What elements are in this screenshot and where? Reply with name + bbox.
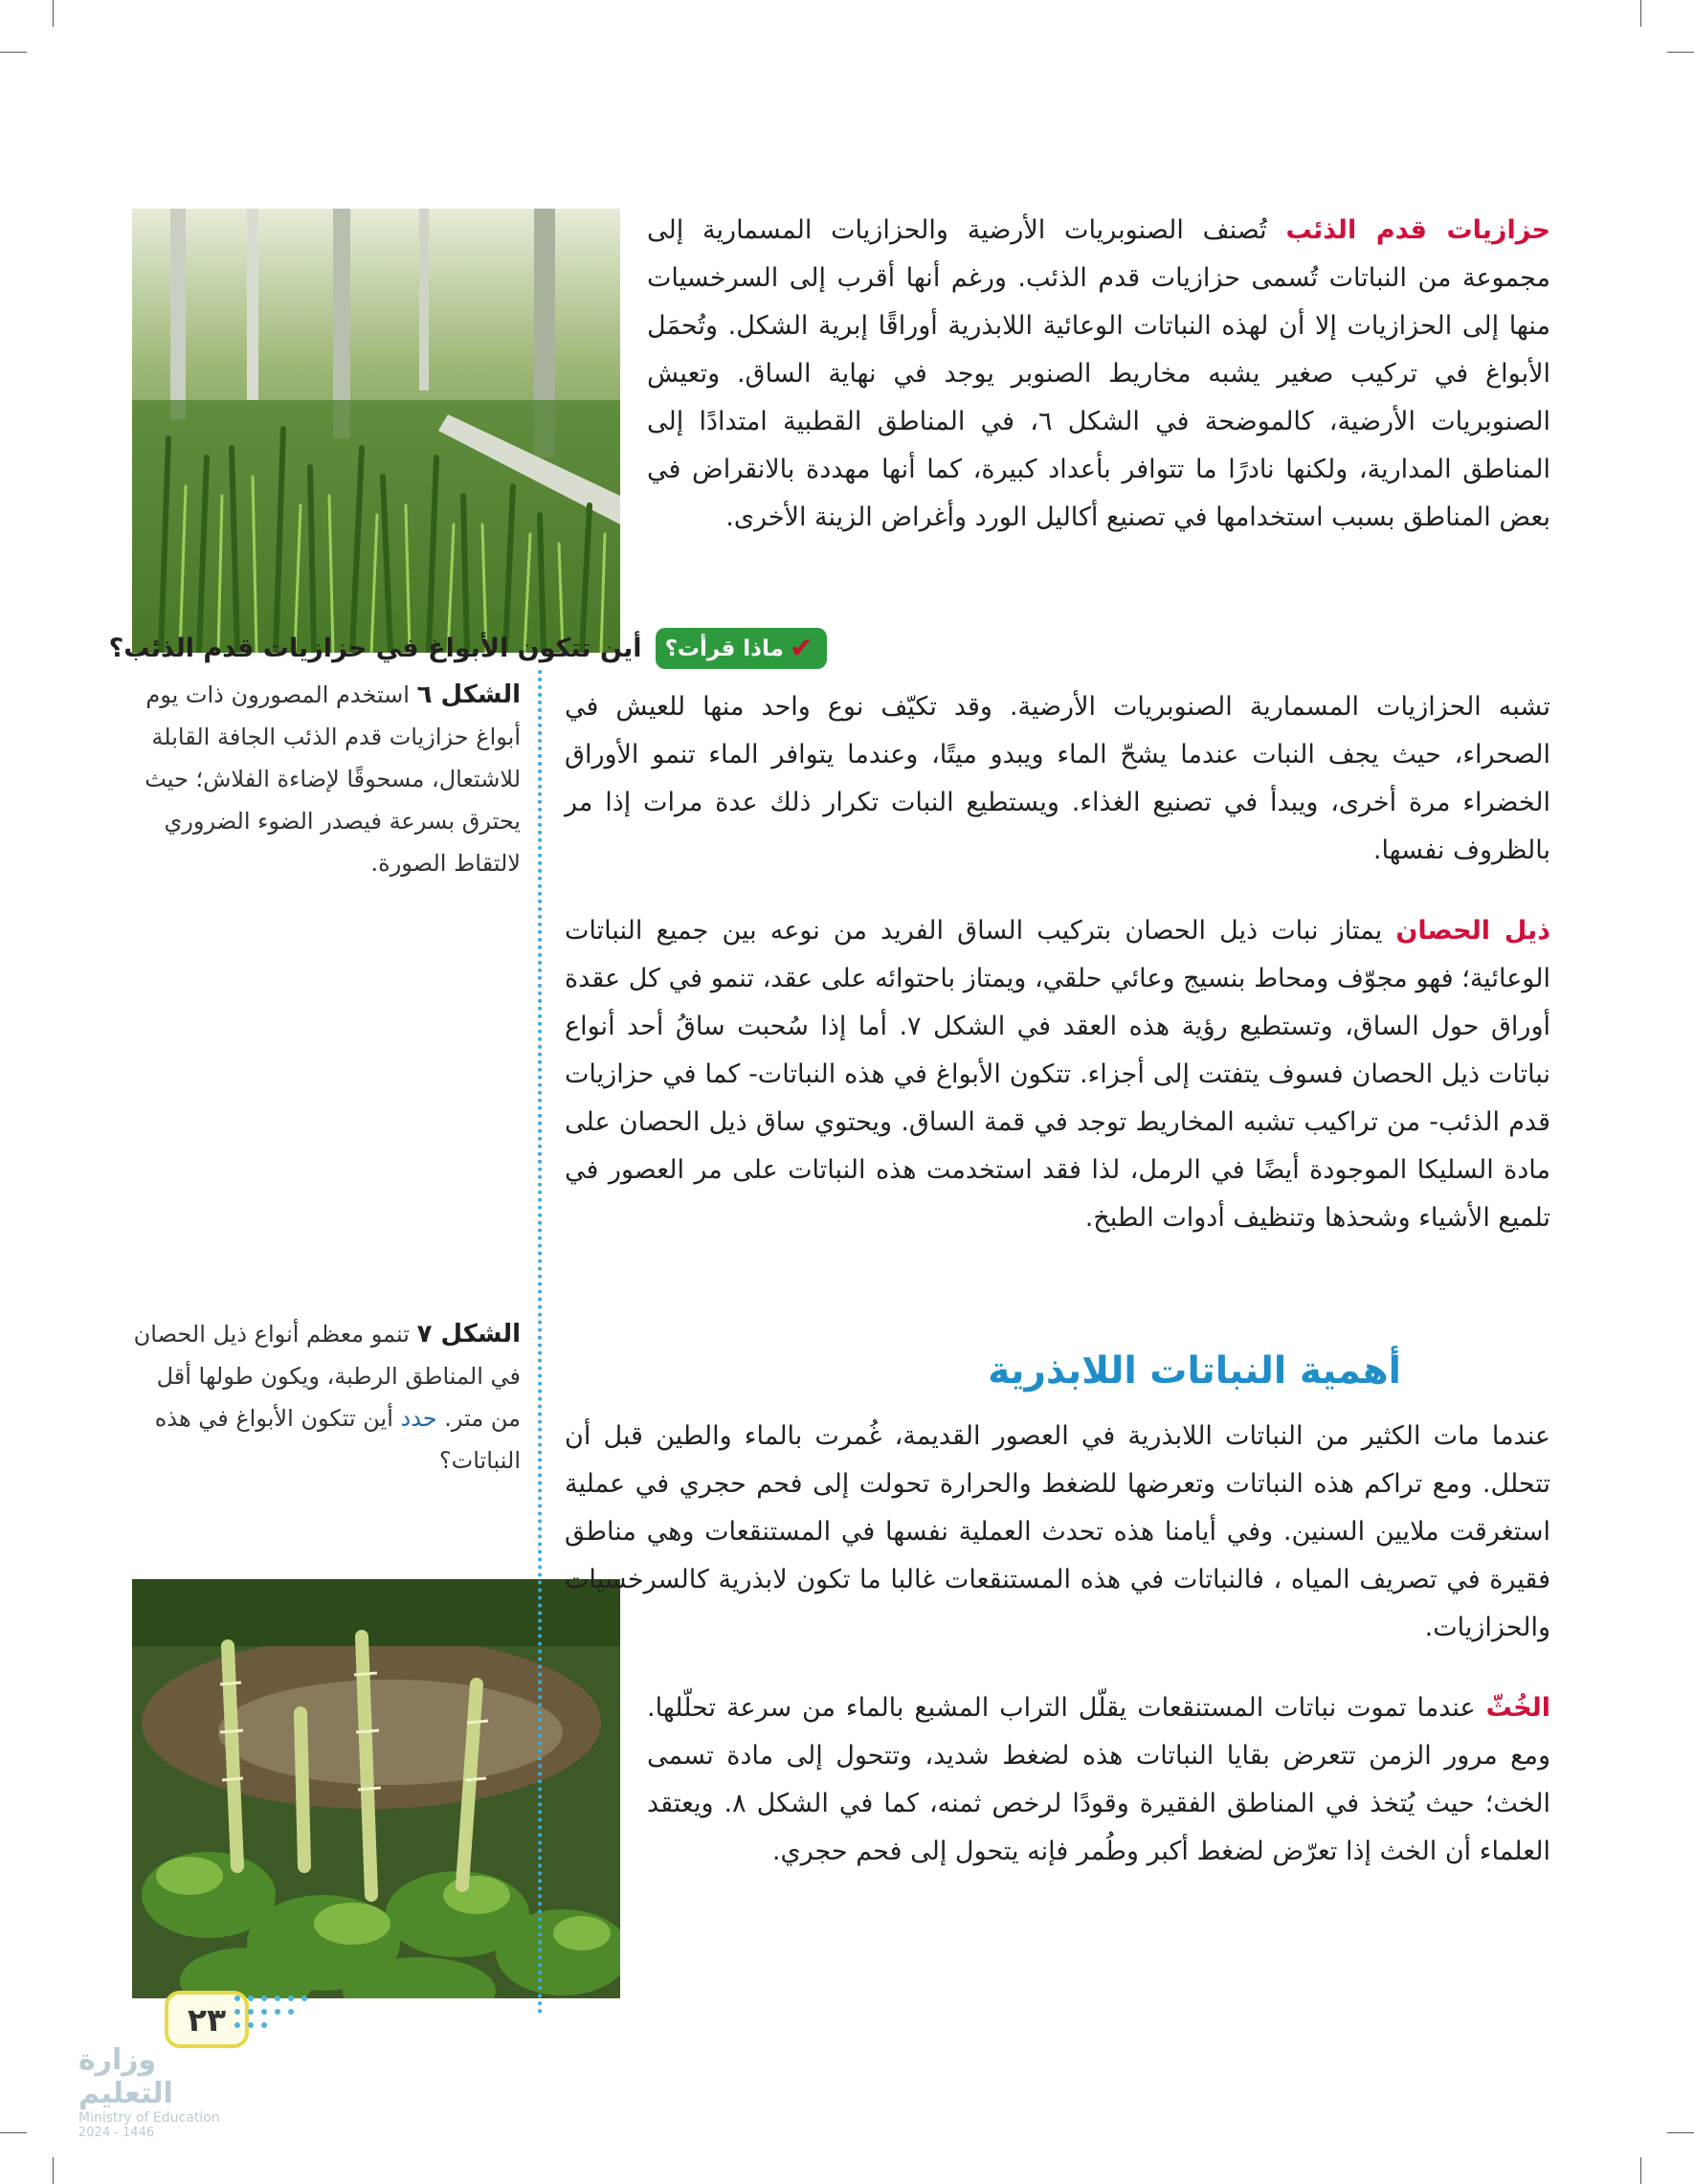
- reading-check: [109, 628, 827, 669]
- horsetails-text: يمتاز نبات ذيل الحصان بتركيب الساق الفريد من نوعه بين جميع النباتات الوعائية؛ فهو مجوّف ومحاط بنسيج وعائي حلقي، ويمتاز باحتوائه على عقد، تنمو في كل عقدة أوراق حول الساق، وتستطيع رؤية هذه العقد في الشكل ٧. أما إذا سُحبت ساقُ أحد أنواع نباتات ذيل الحصان فسوف يتفتت إلى أجزاء. تتكون الأبواغ في هذه النباتات- كما في حزازيات قدم الذئب- من تراكيب تشبه المخاريط توجد في قمة الساق. ويحتوي ساق ذيل الحصان على مادة السليكا الموجودة أيضًا في الرمل، لذا فقد استخدمت هذه النباتات على مر العصور في تلميع الأشياء وشحذها وتنظيف أدوات الطبخ.: [565, 916, 1550, 1233]
- figure-7-verb: حدد: [400, 1405, 437, 1432]
- importance-paragraph: عندما مات الكثير من النباتات اللابذرية في العصور القديمة، غُمرت بالماء والطين قبل أن تتحلل. ومع تراكم هذه النباتات وتعرضها للضغط والحرارة تحولت إلى فحم حجري في عملية استغرقت ملايين السنين. وفي أيامنا هذه تحدث العملية نفسها في المستنقعات وهي مناطق فقيرة في تصريف المياه ، فالنباتات في هذه المستنقعات غالبا ما تكون لابذرية كالسرخسيات والحزازيات.: [565, 1421, 1550, 1642]
- figure-6-caption: [123, 674, 521, 884]
- reading-check-label: ماذا قرأت؟: [664, 635, 784, 661]
- club-mosses-text: تُصنف الصنوبريات الأرضية والحزازيات المسمارية إلى مجموعة من النباتات تُسمى حزازيات قدم الذئب. ورغم أنها أقرب إلى السرخسيات منها إلى الحزازيات إلا أن لهذه النباتات الوعائية اللابذرية أوراقًا إبرية الشكل. وتُحمَل الأبواغ في تركيب صغير يشبه مخاريط الصنوبر يوجد في نهاية الساق. وتعيش الصنوبريات الأرضية، كالموضحة في الشكل ٦، في المناطق القطبية امتدادًا إلى المناطق المدارية، ولكنها نادرًا ما تتوافر بأعداد كبيرة، كما أنها مهددة بالانقراض في بعض المناطق بسبب استخدامها في تصنيع أكاليل الورد وأغراض الزينة الأخرى.: [647, 215, 1551, 532]
- ministry-english: Ministry of Education: [78, 2110, 220, 2126]
- ministry-logo: [78, 2043, 251, 2140]
- page-number: ٢٣: [165, 1991, 249, 2048]
- figure-6-text: استخدم المصورون ذات يوم أبواغ حزازيات قدم الذئب الجافة القابلة للاشتعال، مسحوقًا لإضاءة الفلاش؛ حيث يحترق بسرعة فيصدر الضوء الضروري لالتقاط الصورة.: [145, 681, 521, 877]
- reading-check-badge: [656, 628, 827, 669]
- figure-7-label: الشكل ٧: [416, 1320, 521, 1348]
- ministry-year: 2024 - 1446: [78, 2126, 155, 2140]
- figure-7-text: تنمو معظم أنواع ذيل الحصان في المناطق الرطبة، ويكون طولها أقل من متر.: [133, 1321, 521, 1432]
- column-divider: [538, 670, 542, 2015]
- check-icon: ✔: [789, 632, 814, 665]
- peat-text: عندما تموت نباتات المستنقعات يقلّل التراب المشبع بالماء من سرعة تحلّلها. ومع مرور الزمن تتعرض بقايا النباتات هذه لضغط شديد، وتتحول إلى مادة تسمى الخث؛ حيث يُتخذ في المناطق الفقيرة وقودًا لرخص ثمنه، كما في الشكل ٨. ويعتقد العلماء أن الخث إذا تعرّض لضغط أكبر وطُمر فإنه يتحول إلى فحم حجري.: [647, 1693, 1550, 1866]
- figure-7-caption: [123, 1313, 521, 1482]
- section-heading: أهمية النباتات اللابذرية: [988, 1349, 1401, 1393]
- figure-7-photo: [132, 1579, 620, 1998]
- decorative-dots-icon: [230, 1991, 316, 2039]
- figure-6-label: الشكل ٦: [416, 680, 521, 709]
- reading-check-question: أين تتكون الأبواغ في حزازيات قدم الذئب؟: [108, 634, 642, 663]
- term-club-mosses: حزازيات قدم الذئب: [1285, 215, 1550, 245]
- figure-6-photo: [132, 209, 620, 653]
- spike-mosses-paragraph: تشبه الحزازيات المسمارية الصنوبريات الأرضية. وقد تكيّف نوع واحد منها للعيش في الصحراء، حيث يجف النبات عندما يشحّ الماء ويبدو ميتًا، وعندما يتوافر الماء تنمو الأوراق الخضراء مرة أخرى، ويبدأ في تصنيع الغذاء. ويستطيع النبات تكرار ذلك عدة مرات إذا مر بالظروف نفسها.: [565, 692, 1550, 865]
- section-club-mosses: [647, 207, 1550, 542]
- term-horsetails: ذيل الحصان: [1395, 916, 1551, 946]
- figure-7-question: أين تتكون الأبواغ في هذه النباتات؟: [154, 1405, 521, 1474]
- section-peat: [647, 1684, 1550, 1876]
- term-peat: الخُثّ: [1485, 1693, 1550, 1723]
- ministry-arabic: وزارة التعليم: [78, 2043, 173, 2110]
- section-horsetails: [565, 907, 1550, 1242]
